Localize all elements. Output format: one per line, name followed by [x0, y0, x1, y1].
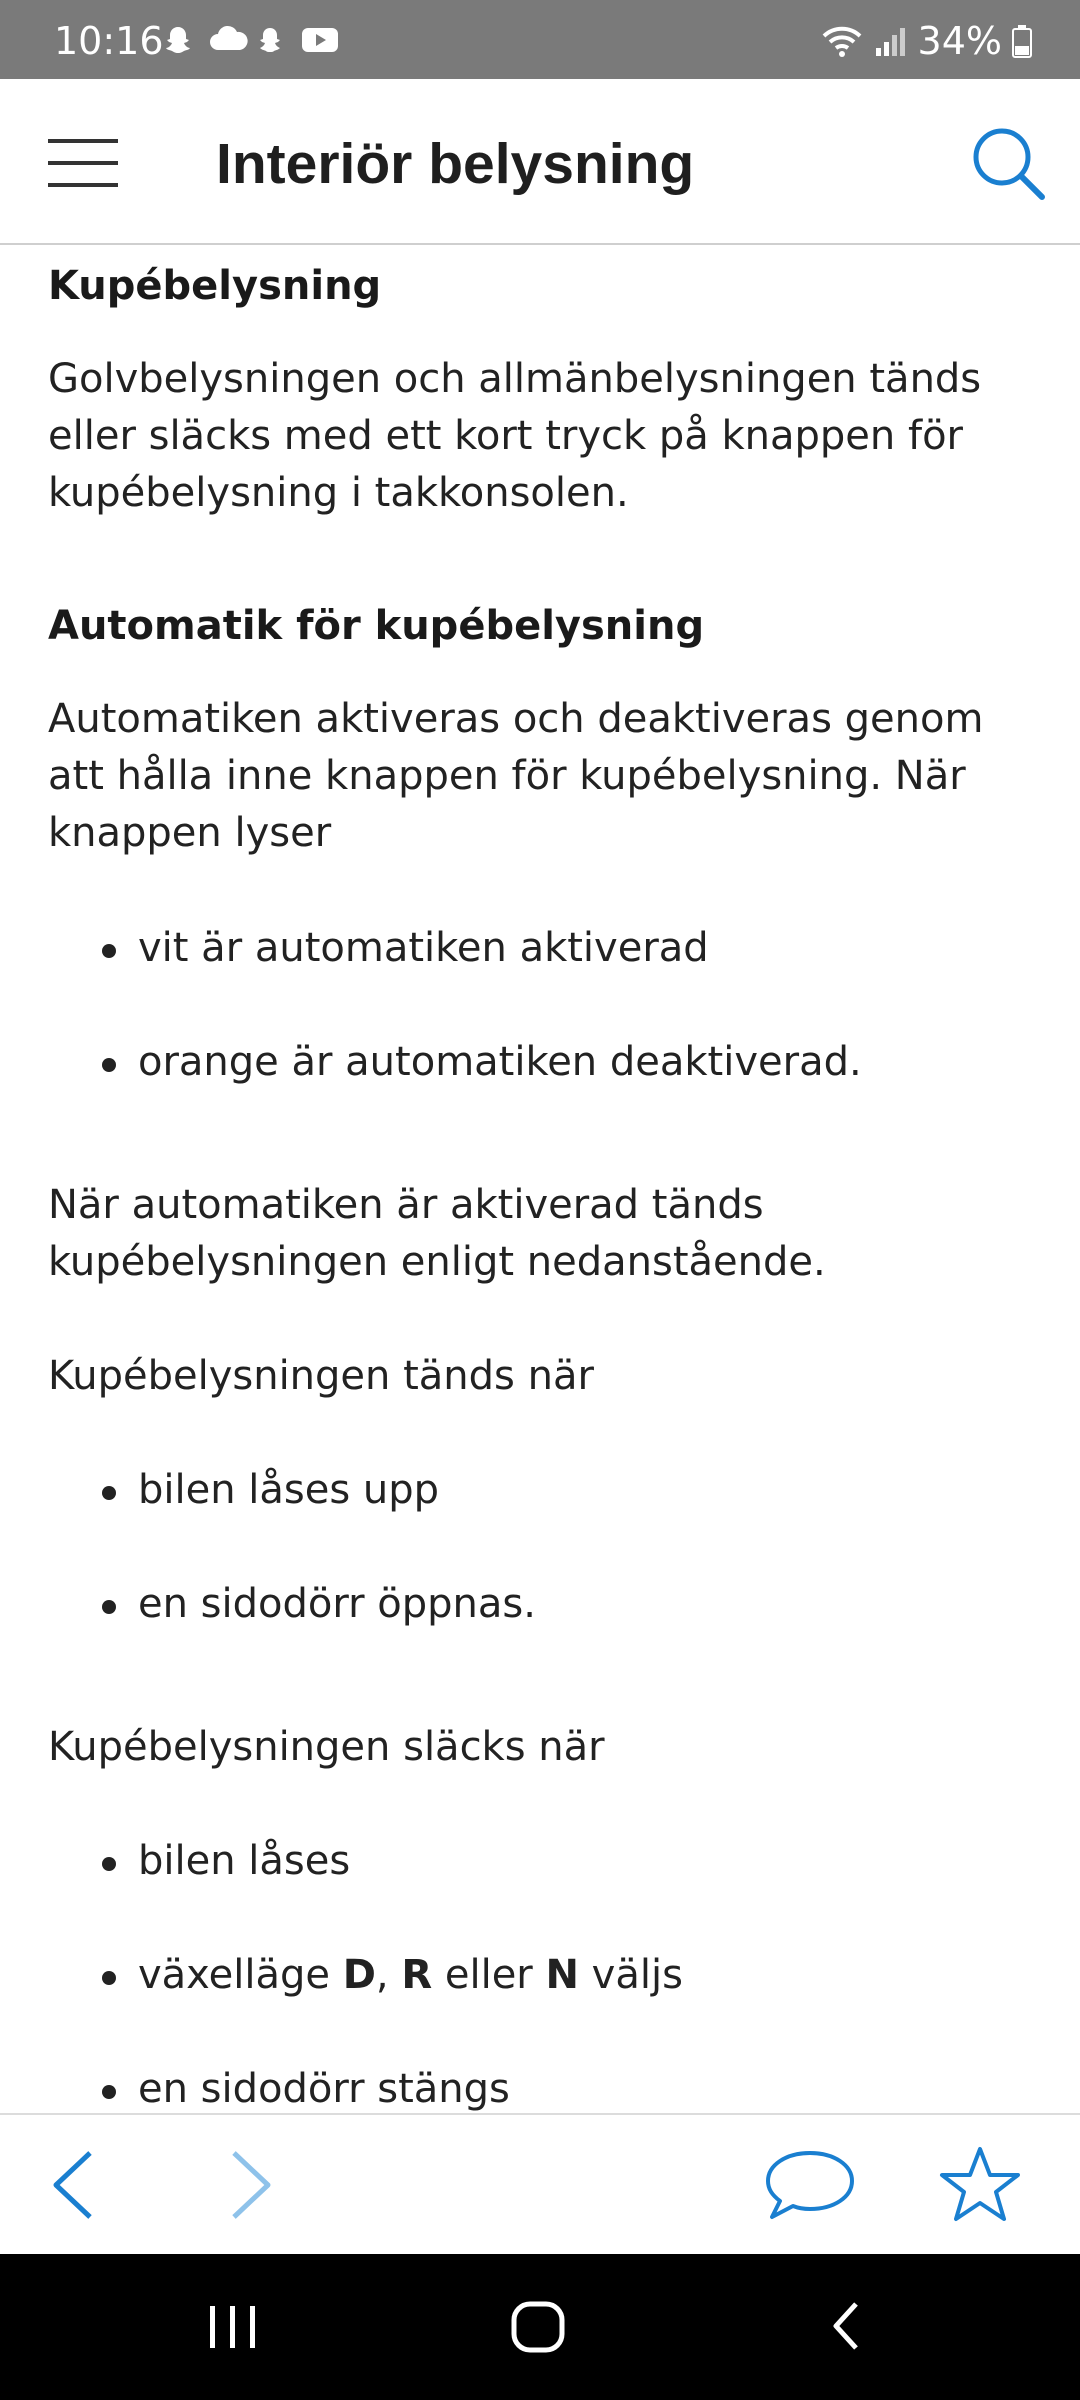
text: eller	[432, 1952, 546, 1998]
signal-icon	[874, 24, 908, 58]
status-bar	[0, 0, 1080, 79]
list-item: bilen låses upp	[138, 1462, 439, 1519]
article-content	[0, 245, 1080, 2113]
battery-percent: 34%	[917, 19, 1002, 63]
paragraph: Automatiken aktiveras och deaktiveras genom att hålla inne knappen för kupébelysning. När knappen lyser	[48, 696, 984, 856]
section-heading: Kupébelysning	[48, 263, 382, 309]
list-item: orange är automatiken deaktiverad.	[138, 1034, 862, 1091]
paragraph: När automatiken är aktiverad tänds kupébelysningen enligt nedanstående.	[48, 1182, 826, 1285]
star-icon[interactable]	[930, 2145, 1030, 2225]
back-icon[interactable]	[812, 2296, 882, 2356]
home-icon[interactable]	[505, 2296, 575, 2356]
text: växelläge	[138, 1952, 343, 1998]
text: ,	[375, 1952, 402, 1998]
status-time: 10:16	[54, 19, 164, 63]
battery-icon	[1012, 24, 1032, 58]
snapchat-icon	[254, 24, 290, 56]
forward-arrow-icon[interactable]	[200, 2145, 290, 2225]
gear-r: R	[401, 1952, 433, 1998]
paragraph: Kupébelysningen släcks när	[48, 1724, 605, 1770]
back-arrow-icon[interactable]	[30, 2145, 120, 2225]
gear-d: D	[342, 1952, 376, 1998]
list-item: en sidodörr öppnas.	[138, 1576, 536, 1633]
section-heading: Automatik för kupébelysning	[48, 603, 705, 649]
list-item: vit är automatiken aktiverad	[138, 920, 709, 977]
snapchat-icon	[162, 24, 198, 56]
bottom-toolbar	[0, 2113, 1080, 2254]
text: väljs	[578, 1952, 683, 1998]
app-bar	[0, 79, 1080, 245]
page-title: Interiör belysning	[216, 132, 695, 196]
menu-icon[interactable]	[48, 139, 118, 187]
status-right	[820, 19, 1032, 63]
list-item: en sidodörr stängs	[138, 2061, 510, 2113]
paragraph: Kupébelysningen tänds när	[48, 1353, 594, 1399]
gear-n: N	[545, 1952, 579, 1998]
wifi-icon	[820, 24, 864, 58]
notification-icons	[162, 24, 336, 56]
system-nav-bar	[0, 2254, 1080, 2400]
search-icon[interactable]	[970, 125, 1046, 201]
paragraph: Golvbelysningen och allmänbelysningen tänds eller släcks med ett kort tryck på knappen för kupébelysning i takkonsolen.	[48, 356, 982, 516]
list-item: bilen låses	[138, 1833, 350, 1890]
comment-icon[interactable]	[760, 2145, 860, 2225]
list-item	[138, 1947, 683, 2004]
youtube-icon	[300, 24, 336, 56]
recent-apps-icon[interactable]	[198, 2296, 268, 2356]
cloud-icon	[208, 24, 244, 56]
